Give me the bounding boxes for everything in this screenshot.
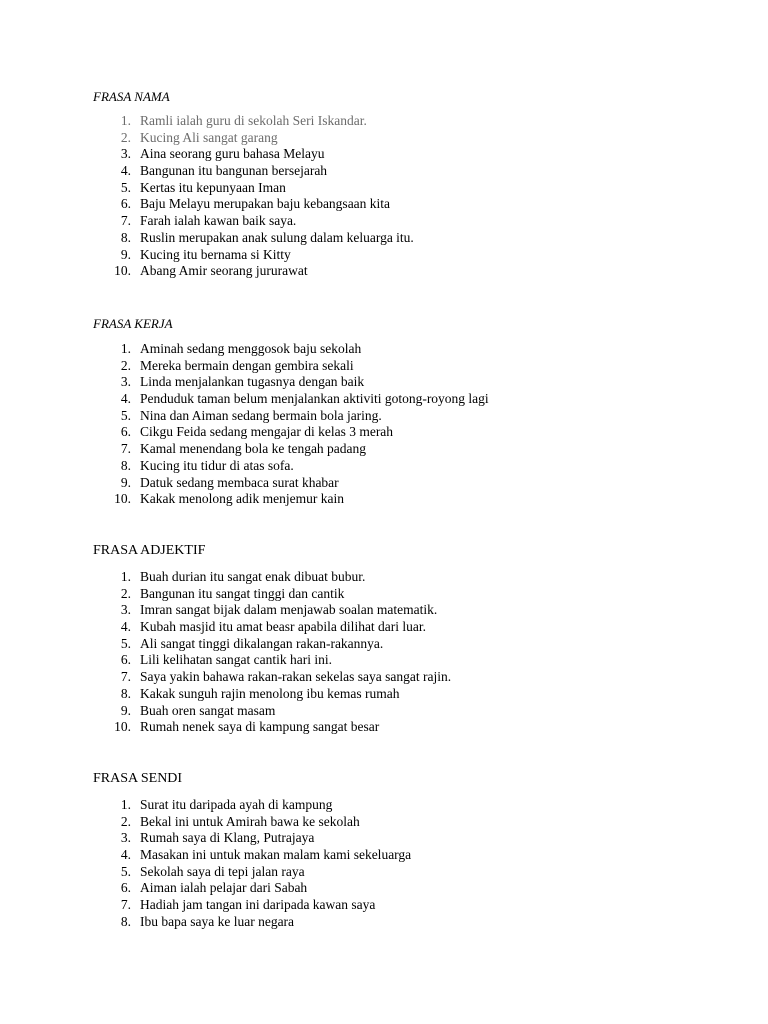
item-text: Aminah sedang menggosok baju sekolah — [140, 341, 362, 356]
item-text: Kubah masjid itu amat beasr apabila dilihat dari luar. — [140, 619, 427, 635]
item-number: 3. — [120, 602, 131, 618]
item-text: Ramli ialah guru di sekolah Seri Iskandar. — [140, 113, 367, 128]
item-text: Kamal menendang bola ke tengah padang — [140, 441, 367, 457]
item-text: Aiman ialah pelajar dari Sabah — [140, 880, 308, 896]
item-number: 1. — [120, 341, 131, 356]
item-number: 7. — [120, 213, 131, 229]
item-text: Kakak menolong adik menjemur kain — [140, 491, 344, 507]
item-number: 5. — [120, 635, 131, 651]
item-number: 3. — [120, 830, 131, 846]
item-number: 9. — [120, 246, 131, 262]
item-number: 3. — [120, 374, 131, 390]
item-text: Aina seorang guru bahasa Melayu — [140, 146, 325, 162]
item-number: 7. — [120, 669, 131, 685]
item-number: 6. — [120, 880, 131, 896]
item-text: Mereka bermain dengan gembira sekali — [140, 357, 354, 373]
item-text: Baju Melayu merupakan baju kebangsaan kita — [140, 196, 391, 212]
item-text: Cikgu Feida sedang mengajar di kelas 3 merah — [140, 424, 394, 440]
item-number: 4. — [120, 847, 131, 863]
item-number: 6. — [120, 424, 131, 440]
item-text: Bangunan itu sangat tinggi dan cantik — [140, 585, 345, 601]
item-number: 6. — [120, 196, 131, 212]
item-text: Buah durian itu sangat enak dibuat bubur. — [140, 569, 366, 584]
item-number: 6. — [120, 652, 131, 668]
item-text: Bangunan itu bangunan bersejarah — [140, 163, 328, 179]
item-number: 5. — [120, 179, 131, 195]
item-number: 9. — [120, 702, 131, 718]
item-text: Farah ialah kawan baik saya. — [140, 213, 297, 229]
item-text: Lili kelihatan sangat cantik hari ini. — [140, 652, 332, 668]
section-frasa-adjektif — [93, 543, 733, 735]
item-number: 8. — [120, 685, 131, 701]
item-text: Bekal ini untuk Amirah bawa ke sekolah — [140, 813, 360, 829]
item-text: Abang Amir seorang jururawat — [140, 263, 308, 279]
item-number: 4. — [120, 391, 131, 407]
section-frasa-sendi — [93, 771, 733, 929]
item-text: Nina dan Aiman sedang bermain bola jaring. — [140, 407, 382, 423]
item-number: 10. — [114, 491, 131, 507]
item-number: 1. — [120, 797, 131, 812]
item-text: Imran sangat bijak dalam menjawab soalan matematik. — [140, 602, 438, 618]
item-number: 2. — [120, 357, 131, 373]
item-text: Kucing Ali sangat garang — [140, 129, 278, 145]
section-heading: FRASA KERJA — [93, 316, 173, 331]
item-text: Surat itu daripada ayah di kampung — [140, 797, 333, 812]
item-number: 1. — [120, 569, 131, 584]
item-number: 9. — [120, 474, 131, 490]
item-number: 5. — [120, 863, 131, 879]
item-text: Saya yakin bahawa rakan-rakan sekelas saya sangat rajin. — [140, 669, 452, 685]
item-text: Masakan ini untuk makan malam kami sekeluarga — [140, 847, 412, 863]
item-number: 4. — [120, 163, 131, 179]
item-text: Kucing itu tidur di atas sofa. — [140, 457, 294, 473]
item-text: Hadiah jam tangan ini daripada kawan saya — [140, 897, 376, 913]
section-frasa-nama — [93, 89, 733, 279]
item-text: Sekolah saya di tepi jalan raya — [140, 863, 305, 879]
item-text: Penduduk taman belum menjalankan aktiviti gotong-royong lagi — [140, 391, 489, 407]
item-text: Rumah saya di Klang, Putrajaya — [140, 830, 315, 846]
item-text: Ibu bapa saya ke luar negara — [140, 913, 295, 929]
item-text: Ruslin merupakan anak sulung dalam keluarga itu. — [140, 229, 414, 245]
item-number: 7. — [120, 441, 131, 457]
item-number: 5. — [120, 407, 131, 423]
item-text: Datuk sedang membaca surat khabar — [140, 474, 339, 490]
item-number: 2. — [120, 585, 131, 601]
item-text: Buah oren sangat masam — [140, 702, 276, 718]
item-number: 10. — [114, 263, 131, 279]
item-number: 8. — [120, 457, 131, 473]
item-text: Kertas itu kepunyaan Iman — [140, 179, 286, 195]
section-heading: FRASA NAMA — [93, 89, 170, 104]
item-text: Linda menjalankan tugasnya dengan baik — [140, 374, 365, 390]
item-text: Ali sangat tinggi dikalangan rakan-rakannya. — [140, 635, 384, 651]
item-number: 10. — [114, 719, 131, 735]
item-number: 4. — [120, 619, 131, 635]
section-heading: FRASA ADJEKTIF — [93, 543, 206, 558]
item-text: Kakak sunguh rajin menolong ibu kemas rumah — [140, 685, 400, 701]
item-number: 8. — [120, 229, 131, 245]
item-text: Kucing itu bernama si Kitty — [140, 246, 291, 262]
item-number: 8. — [120, 913, 131, 929]
item-number: 7. — [120, 897, 131, 913]
item-number: 2. — [120, 129, 131, 145]
item-number: 3. — [120, 146, 131, 162]
section-heading: FRASA SENDI — [93, 771, 183, 786]
section-frasa-kerja — [93, 316, 733, 507]
item-number: 1. — [120, 113, 131, 128]
item-text: Rumah nenek saya di kampung sangat besar — [140, 719, 380, 735]
item-number: 2. — [120, 813, 131, 829]
